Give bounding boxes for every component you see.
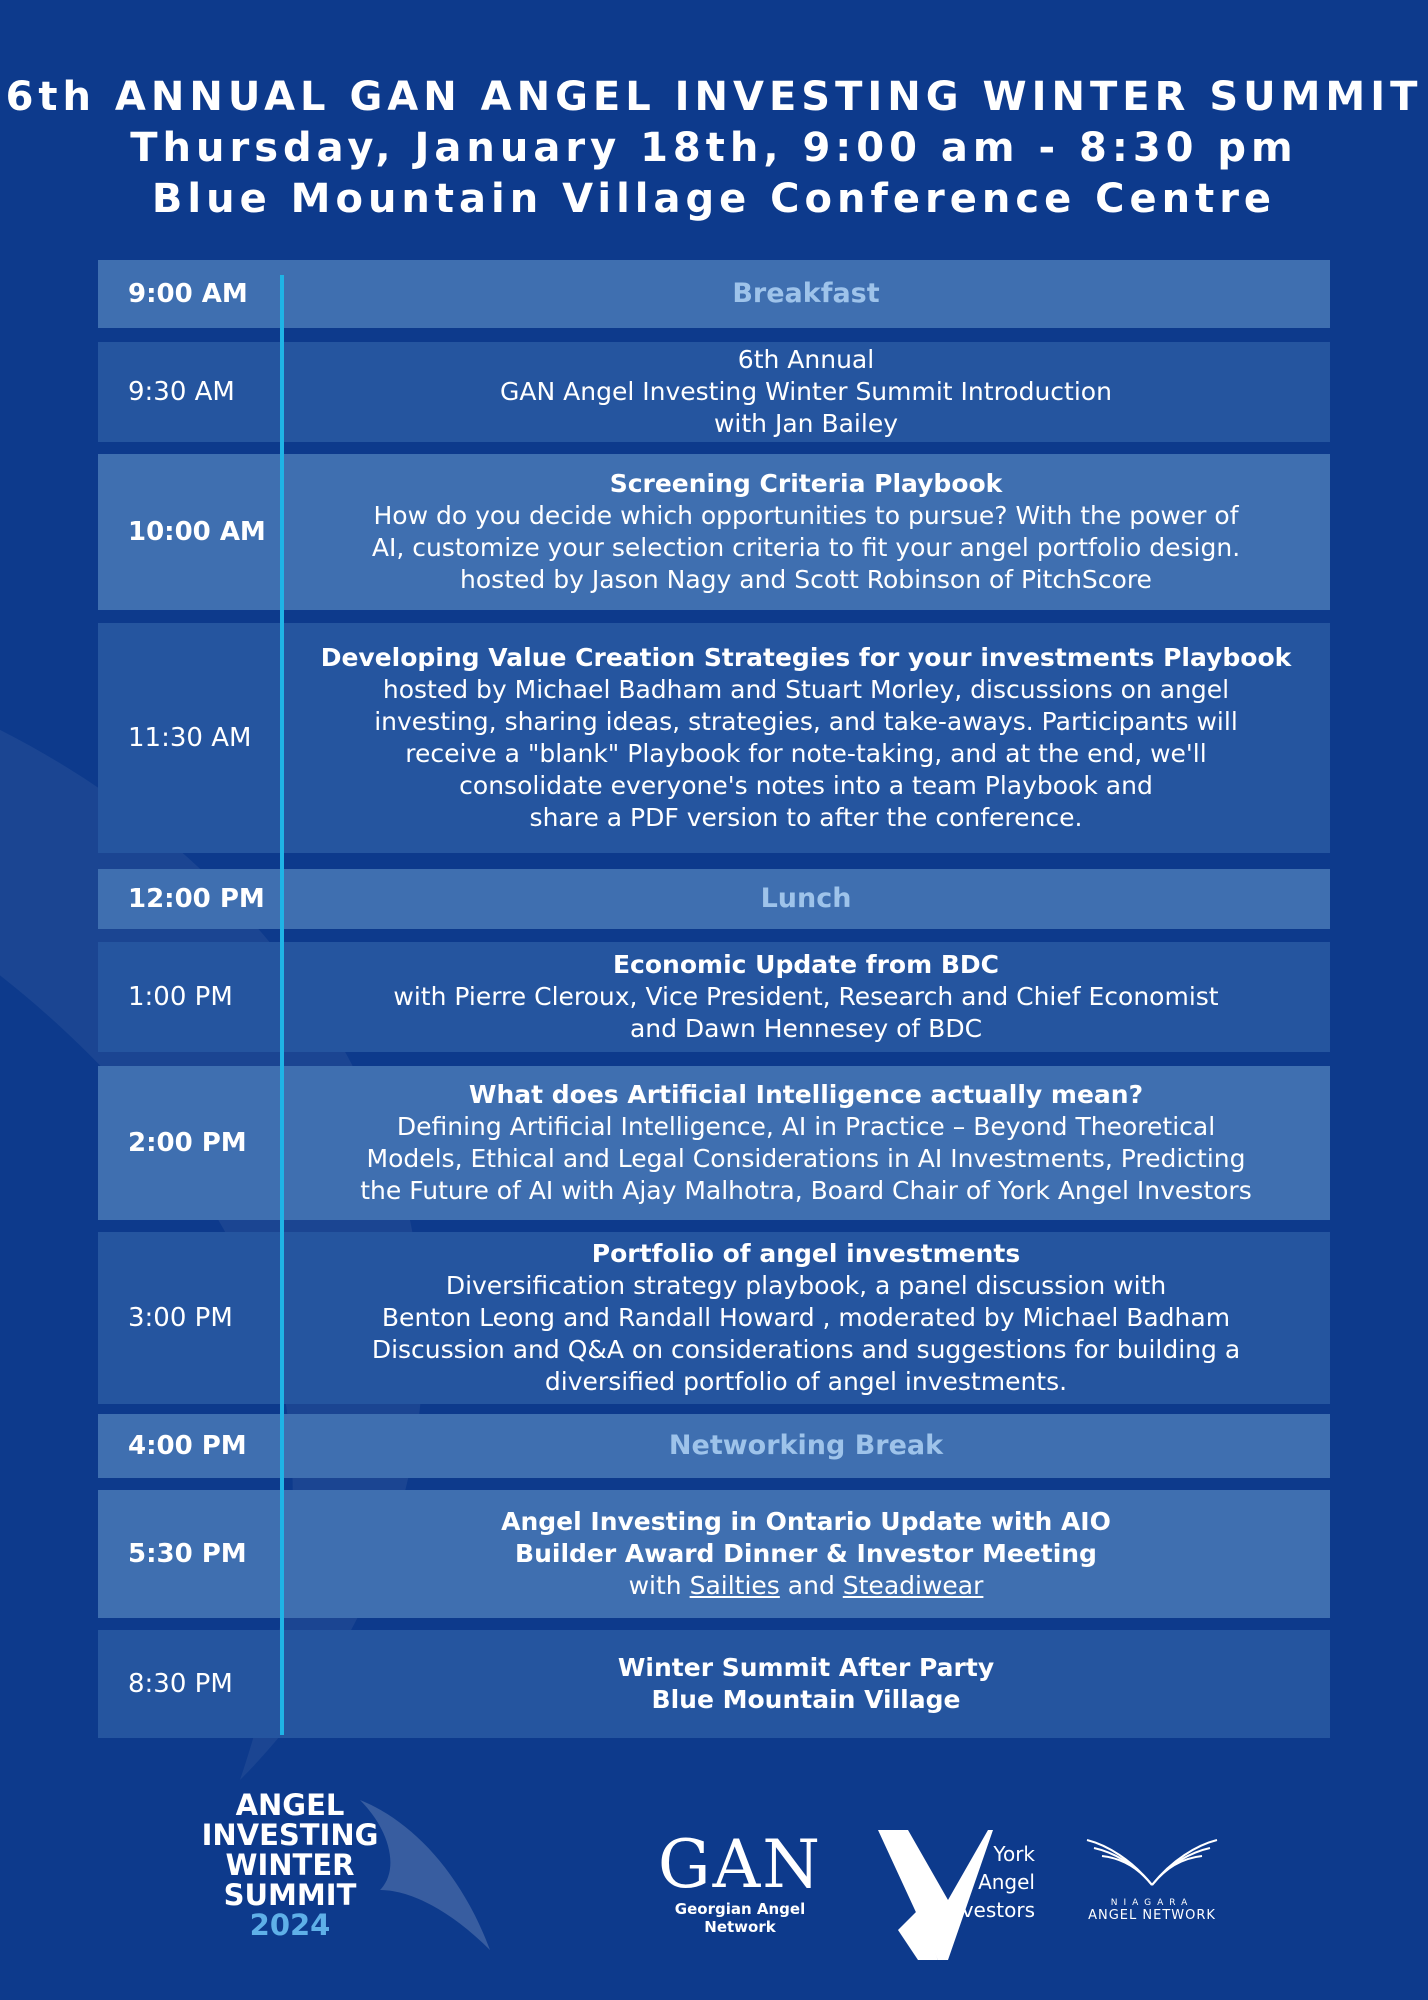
schedule-time: 9:30 AM: [128, 377, 235, 407]
schedule-content: [282, 949, 1330, 1045]
session-description: hosted by Jason Nagy and Scott Robinson of PitchScore: [460, 565, 1152, 594]
session-description: Models, Ethical and Legal Considerations in AI Investments, Predicting: [366, 1144, 1246, 1173]
schedule-content: [282, 1238, 1330, 1398]
schedule-content: [282, 468, 1330, 596]
event-venue: Blue Mountain Village Conference Centre: [151, 176, 1277, 222]
session-description: receive a "blank" Playbook for note-taking, and at the end, we'll: [405, 739, 1207, 768]
timeline-line: [280, 275, 284, 1735]
york-logo-text: [935, 1840, 1035, 1924]
schedule-content: [282, 344, 1330, 440]
sponsor-link-sailties[interactable]: Sailties: [689, 1571, 780, 1600]
schedule-time: 11:30 AM: [128, 723, 252, 753]
schedule-content: [282, 1430, 1330, 1462]
schedule-time: 10:00 AM: [128, 517, 266, 547]
schedule-time: 4:00 PM: [128, 1431, 247, 1461]
schedule-time: 5:30 PM: [128, 1539, 247, 1569]
niagara-logo: [1082, 1830, 1222, 1923]
york-logo-line: Investors: [943, 1898, 1035, 1922]
session-title: Builder Award Dinner & Investor Meeting: [515, 1539, 1097, 1568]
session-title: Economic Update from BDC: [612, 950, 1000, 979]
gan-logo-name: Georgian Angel Network: [674, 1900, 806, 1936]
summit-logo-swoosh: [350, 1780, 500, 1960]
gan-logo-mark: GAN: [657, 1826, 823, 1903]
session-title: Winter Summit After Party: [617, 1653, 995, 1682]
summit-logo-line: SUMMIT: [223, 1878, 357, 1912]
sponsors-and: and: [779, 1571, 843, 1600]
session-description: 6th Annual: [737, 345, 875, 374]
session-title: What does Artificial Intelligence actually mean?: [468, 1080, 1144, 1109]
session-title: Portfolio of angel investments: [591, 1239, 1021, 1268]
session-description: Discussion and Q&A on considerations and suggestions for building a: [371, 1335, 1241, 1364]
sponsors-line: [306, 1570, 1306, 1602]
summit-logo-line: WINTER: [225, 1848, 355, 1882]
summit-logo-line: INVESTING: [201, 1818, 379, 1852]
schedule-content: [282, 883, 1330, 915]
session-title: Angel Investing in Ontario Update with AIO: [501, 1507, 1111, 1536]
schedule-time: 12:00 PM: [128, 884, 265, 914]
niagara-logo-line: NIAGARA: [1110, 1898, 1194, 1908]
session-description: Diversification strategy playbook, a panel discussion with: [445, 1271, 1167, 1300]
event-date: Thursday, January 18th, 9:00 am - 8:30 pm: [130, 125, 1298, 171]
summit-logo-year: 2024: [249, 1908, 331, 1942]
schedule-content: [282, 642, 1330, 834]
session-description: AI, customize your selection criteria to fit your angel portfolio design.: [371, 533, 1241, 562]
sponsor-link-steadiwear[interactable]: Steadiwear: [842, 1571, 984, 1600]
york-logo-line: York: [993, 1842, 1035, 1866]
session-description: share a PDF version to after the conference.: [529, 803, 1083, 832]
session-description: and Dawn Hennesey of BDC: [629, 1014, 983, 1043]
session-description: hosted by Michael Badham and Stuart Morley, discussions on angel: [382, 675, 1230, 704]
schedule-time: 1:00 PM: [128, 982, 233, 1012]
schedule-content: [282, 1506, 1330, 1602]
york-logo-line: Angel: [978, 1870, 1035, 1894]
session-title: Blue Mountain Village: [651, 1685, 961, 1714]
schedule-content: [282, 1652, 1330, 1716]
break-label: Networking Break: [668, 1430, 944, 1461]
session-description: the Future of AI with Ajay Malhotra, Board Chair of York Angel Investors: [360, 1176, 1252, 1205]
break-label: Breakfast: [732, 278, 880, 309]
session-description: Defining Artificial Intelligence, AI in Practice – Beyond Theoretical: [396, 1112, 1216, 1141]
page-header: [0, 72, 1428, 225]
gan-logo: [650, 1826, 830, 1936]
niagara-wings-icon: [1082, 1830, 1222, 1890]
summit-logo-line: ANGEL: [235, 1788, 345, 1822]
session-title: Developing Value Creation Strategies for your investments Playbook: [320, 643, 1292, 672]
session-description: consolidate everyone's notes into a team Playbook and: [459, 771, 1153, 800]
schedule-content: [282, 278, 1330, 310]
niagara-logo-line: ANGEL NETWORK: [1088, 1908, 1216, 1923]
session-description: with Pierre Cleroux, Vice President, Research and Chief Economist: [393, 982, 1219, 1011]
schedule-time: 8:30 PM: [128, 1669, 233, 1699]
event-title: 6th ANNUAL GAN ANGEL INVESTING WINTER SUMMIT: [5, 74, 1423, 120]
session-description: investing, sharing ideas, strategies, and take-aways. Participants will: [374, 707, 1238, 736]
schedule-time: 2:00 PM: [128, 1128, 247, 1158]
session-title: Screening Criteria Playbook: [609, 469, 1003, 498]
footer-logos: [0, 1770, 1428, 2000]
schedule-time: 9:00 AM: [128, 279, 248, 309]
session-description: GAN Angel Investing Winter Summit Introduction: [500, 377, 1112, 406]
schedule-content: [282, 1079, 1330, 1207]
session-description: Benton Leong and Randall Howard , moderated by Michael Badham: [381, 1303, 1231, 1332]
sponsors-prefix: with: [628, 1571, 690, 1600]
session-description: How do you decide which opportunities to pursue? With the power of: [373, 501, 1239, 530]
session-description: diversified portfolio of angel investments.: [544, 1367, 1068, 1396]
session-description: with Jan Bailey: [713, 409, 898, 438]
break-label: Lunch: [760, 883, 852, 914]
schedule-time: 3:00 PM: [128, 1303, 233, 1333]
